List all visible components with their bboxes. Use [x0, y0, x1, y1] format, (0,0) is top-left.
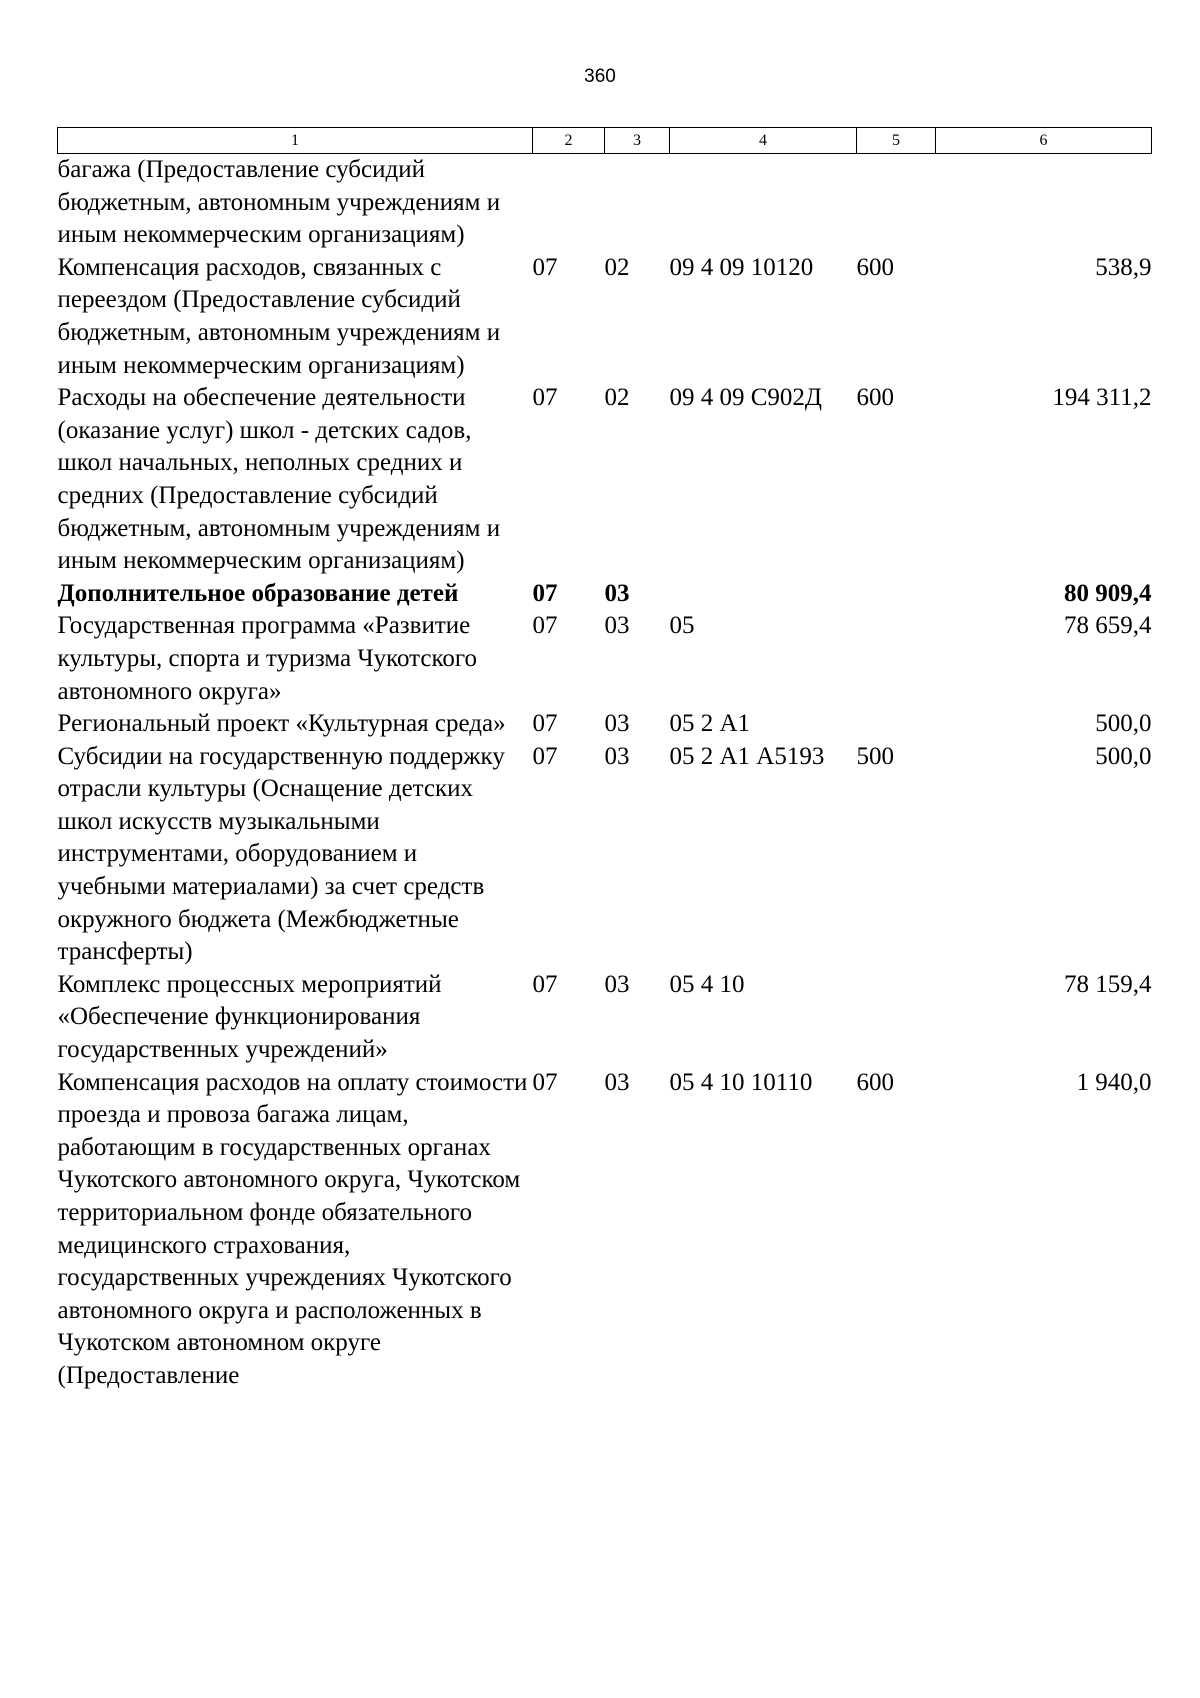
row-amount: 538,9 [1095, 253, 1152, 281]
row-section-code [533, 154, 605, 252]
row-amount: 78 159,4 [1064, 970, 1152, 998]
row-subsection-code [605, 154, 670, 252]
row-section-code: 07 [532, 612, 558, 640]
row-target-article-code: 05 2 А1 [669, 710, 751, 738]
table-row [58, 610, 1152, 708]
row-name: Дополнительное образование детей [57, 579, 459, 607]
page-number: 360 [584, 66, 616, 87]
row-expense-type-code: 600 [856, 1068, 894, 1096]
row-subsection-code: 03 [604, 579, 630, 607]
row-subsection-code: 03 [604, 742, 630, 770]
table-row [58, 578, 1152, 611]
table-row [58, 1067, 1152, 1393]
row-expense-type-code: 600 [856, 384, 894, 412]
table-row [58, 252, 1152, 382]
row-target-article-code: 05 4 10 10110 [669, 1068, 813, 1096]
table-row [58, 708, 1152, 741]
row-name: Комплекс процессных мероприятий «Обеспечение функционирования государственных учреждений» [57, 970, 442, 1064]
row-section-code: 07 [532, 253, 558, 281]
row-amount: 500,0 [1095, 710, 1152, 738]
table-row [58, 741, 1152, 969]
budget-table [57, 127, 1152, 1393]
row-expense-type-code [857, 708, 936, 741]
row-expense-type-code: 500 [856, 742, 894, 770]
row-section-code: 07 [532, 970, 558, 998]
row-target-article-code: 09 4 09 С902Д [669, 384, 822, 412]
column-header-5: 5 [857, 128, 936, 154]
row-section-code: 07 [532, 384, 558, 412]
row-section-code: 07 [532, 1068, 558, 1096]
row-name: багажа (Предоставление субсидий бюджетным, автономным учреждениям и иным некоммерческим организациям) [57, 156, 501, 249]
row-expense-type-code [857, 154, 936, 252]
row-name: Компенсация расходов на оплату стоимости проезда и провоза багажа лицам, работающим в государственных органах Чукотского автономного округа, Чукотском территориальном фонде обязательного медицинского страхования, государственных учреждениях Чукотского автономного округа и расположенных в Чукотском автономном округе (Предоставление [57, 1068, 528, 1389]
table-row [58, 382, 1152, 578]
row-subsection-code: 02 [604, 253, 630, 281]
row-amount: 194 311,2 [1052, 384, 1152, 412]
row-name: Субсидии на государственную поддержку отрасли культуры (Оснащение детских школ искусств музыкальными инструментами, оборудованием и учебными материалами) за счет средств окружного бюджета (Межбюджетные трансферты) [57, 742, 505, 966]
row-section-code: 07 [532, 742, 558, 770]
row-expense-type-code [857, 578, 936, 611]
row-section-code: 07 [532, 710, 558, 738]
row-name: Компенсация расходов, связанных с переездом (Предоставление субсидий бюджетным, автономным учреждениям и иным некоммерческим организациям) [57, 253, 501, 379]
table-header [58, 128, 1152, 154]
row-expense-type-code: 600 [856, 253, 894, 281]
row-subsection-code: 03 [604, 970, 630, 998]
row-amount: 500,0 [1095, 742, 1152, 770]
row-section-code: 07 [532, 579, 558, 607]
table-row [58, 154, 1152, 252]
table-body [58, 154, 1152, 1393]
row-subsection-code: 03 [604, 612, 630, 640]
table-row [58, 969, 1152, 1067]
column-header-2: 2 [533, 128, 605, 154]
row-amount: 78 659,4 [1064, 612, 1152, 640]
column-header-1: 1 [58, 128, 533, 154]
row-name: Расходы на обеспечение деятельности (оказание услуг) школ - детских садов, школ начальных, неполных средних и средних (Предоставление субсидий бюджетным, автономным учреждениям и иным некоммерческим организациям) [57, 384, 501, 575]
row-subsection-code: 03 [604, 710, 630, 738]
row-amount: 80 909,4 [1064, 579, 1152, 607]
column-header-3: 3 [605, 128, 670, 154]
row-expense-type-code [857, 969, 936, 1067]
row-target-article-code: 05 [669, 612, 695, 640]
row-subsection-code: 02 [604, 384, 630, 412]
row-target-article-code: 09 4 09 10120 [669, 253, 814, 281]
row-target-article-code [670, 578, 857, 611]
column-header-4: 4 [670, 128, 857, 154]
row-expense-type-code [857, 610, 936, 708]
row-amount: 1 940,0 [1076, 1068, 1152, 1096]
row-target-article-code: 05 2 А1 А5193 [669, 742, 825, 770]
row-target-article-code: 05 4 10 [669, 970, 745, 998]
row-name: Государственная программа «Развитие культуры, спорта и туризма Чукотского автономного округа» [57, 612, 477, 705]
row-name: Региональный проект «Культурная среда» [57, 710, 506, 738]
row-subsection-code: 03 [604, 1068, 630, 1096]
row-amount [936, 154, 1152, 252]
column-header-6: 6 [936, 128, 1152, 154]
row-target-article-code [670, 154, 857, 252]
